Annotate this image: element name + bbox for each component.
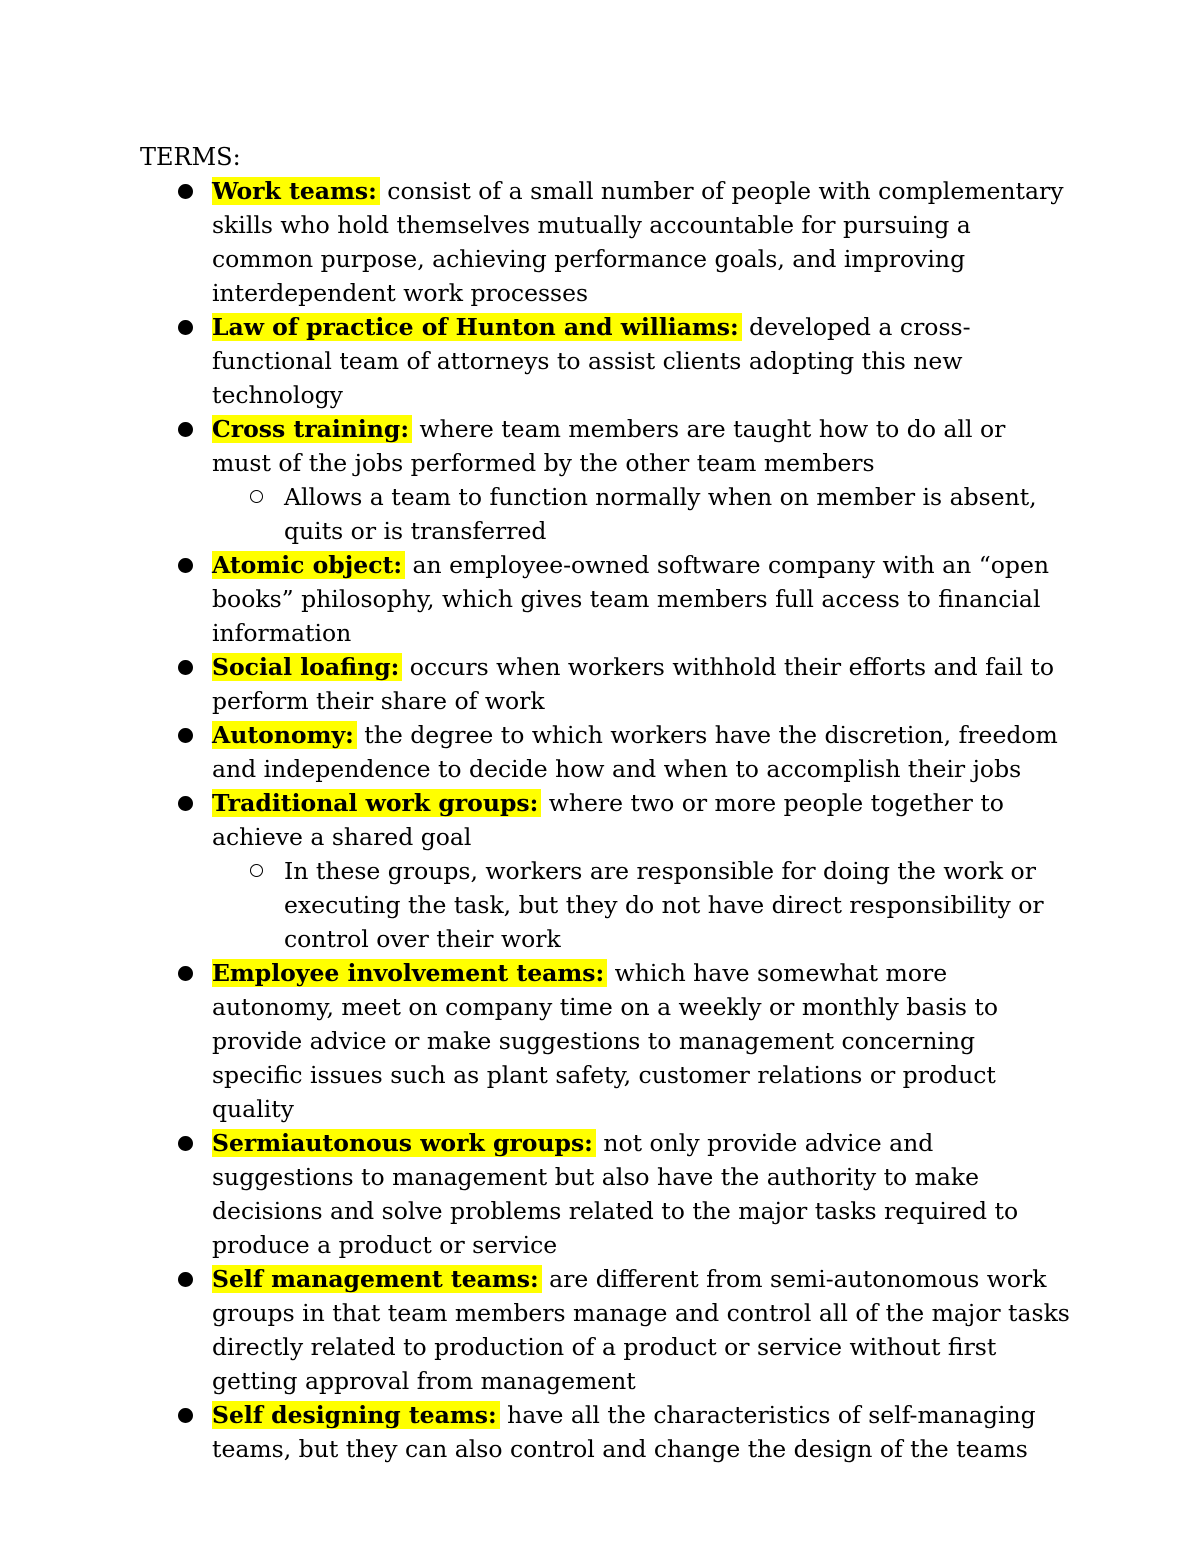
term-definition: have all the characteristics of self-managing teams, but they can also control and change the design of the teams [212,1401,1036,1463]
term-item [140,310,1070,412]
term-definition: an employee-owned software company with an “open books” philosophy, which gives team members full access to financial information [212,551,1050,647]
term-definition: developed a cross-functional team of attorneys to assist clients adopting this new technology [212,313,971,409]
term-item [140,412,1070,548]
sub-item [212,480,1070,548]
term-name: Cross training: [212,415,412,443]
sub-item [212,854,1070,956]
sub-item-text: Allows a team to function normally when on member is absent, quits or is transferred [284,483,1037,545]
bullet-icon [178,966,193,981]
term-name: Atomic object: [212,551,405,579]
term-item [140,548,1070,650]
bullet-icon [178,558,193,573]
bullet-icon [178,1272,193,1287]
bullet-icon [178,320,193,335]
hollow-bullet-icon [250,490,263,503]
term-definition: not only provide advice and suggestions to management but also have the authority to make decisions and solve problems related to the major tasks required to produce a product or service [212,1129,1019,1259]
sub-list [212,854,1070,956]
term-name: Self designing teams: [212,1401,500,1429]
term-definition: consist of a small number of people with complementary skills who hold themselves mutually accountable for pursuing a common purpose, achieving performance goals, and improving interdependent work processes [212,177,1064,307]
term-item [140,718,1070,786]
term-name: Work teams: [212,177,380,205]
term-name: Sermiautonous work groups: [212,1129,596,1157]
hollow-bullet-icon [250,864,263,877]
term-definition: where team members are taught how to do all or must of the jobs performed by the other team members [212,415,1006,477]
term-name: Traditional work groups: [212,789,541,817]
sub-list [212,480,1070,548]
term-name: Employee involvement teams: [212,959,607,987]
term-item [140,650,1070,718]
term-name: Autonomy: [212,721,357,749]
bullet-icon [178,184,193,199]
term-name: Self management teams: [212,1265,542,1293]
term-definition: the degree to which workers have the discretion, freedom and independence to decide how and when to accomplish their jobs [212,721,1058,783]
sub-item-text: In these groups, workers are responsible for doing the work or executing the task, but they do not have direct responsibility or control over their work [284,857,1044,953]
term-item [140,174,1070,310]
term-definition: where two or more people together to achieve a shared goal [212,789,1004,851]
bullet-icon [178,1136,193,1151]
terms-list [140,174,1070,1466]
term-definition: occurs when workers withhold their efforts and fail to perform their share of work [212,653,1054,715]
page-heading: TERMS: [140,143,241,171]
bullet-icon [178,660,193,675]
bullet-icon [178,728,193,743]
term-definition: which have somewhat more autonomy, meet on company time on a weekly or monthly basis to provide advice or make suggestions to management concerning specific issues such as plant safety, customer relations or product quality [212,959,998,1123]
term-name: Law of practice of Hunton and williams: [212,313,742,341]
bullet-icon [178,422,193,437]
bullet-icon [178,1408,193,1423]
term-definition: are different from semi-autonomous work groups in that team members manage and control all of the major tasks directly related to production of a product or service without first getting approval from management [212,1265,1070,1395]
term-item [140,956,1070,1126]
term-item [140,1126,1070,1262]
term-name: Social loafing: [212,653,402,681]
term-item [140,1262,1070,1398]
bullet-icon [178,796,193,811]
term-item [140,1398,1070,1466]
term-item [140,786,1070,956]
document-content [140,140,1070,1466]
